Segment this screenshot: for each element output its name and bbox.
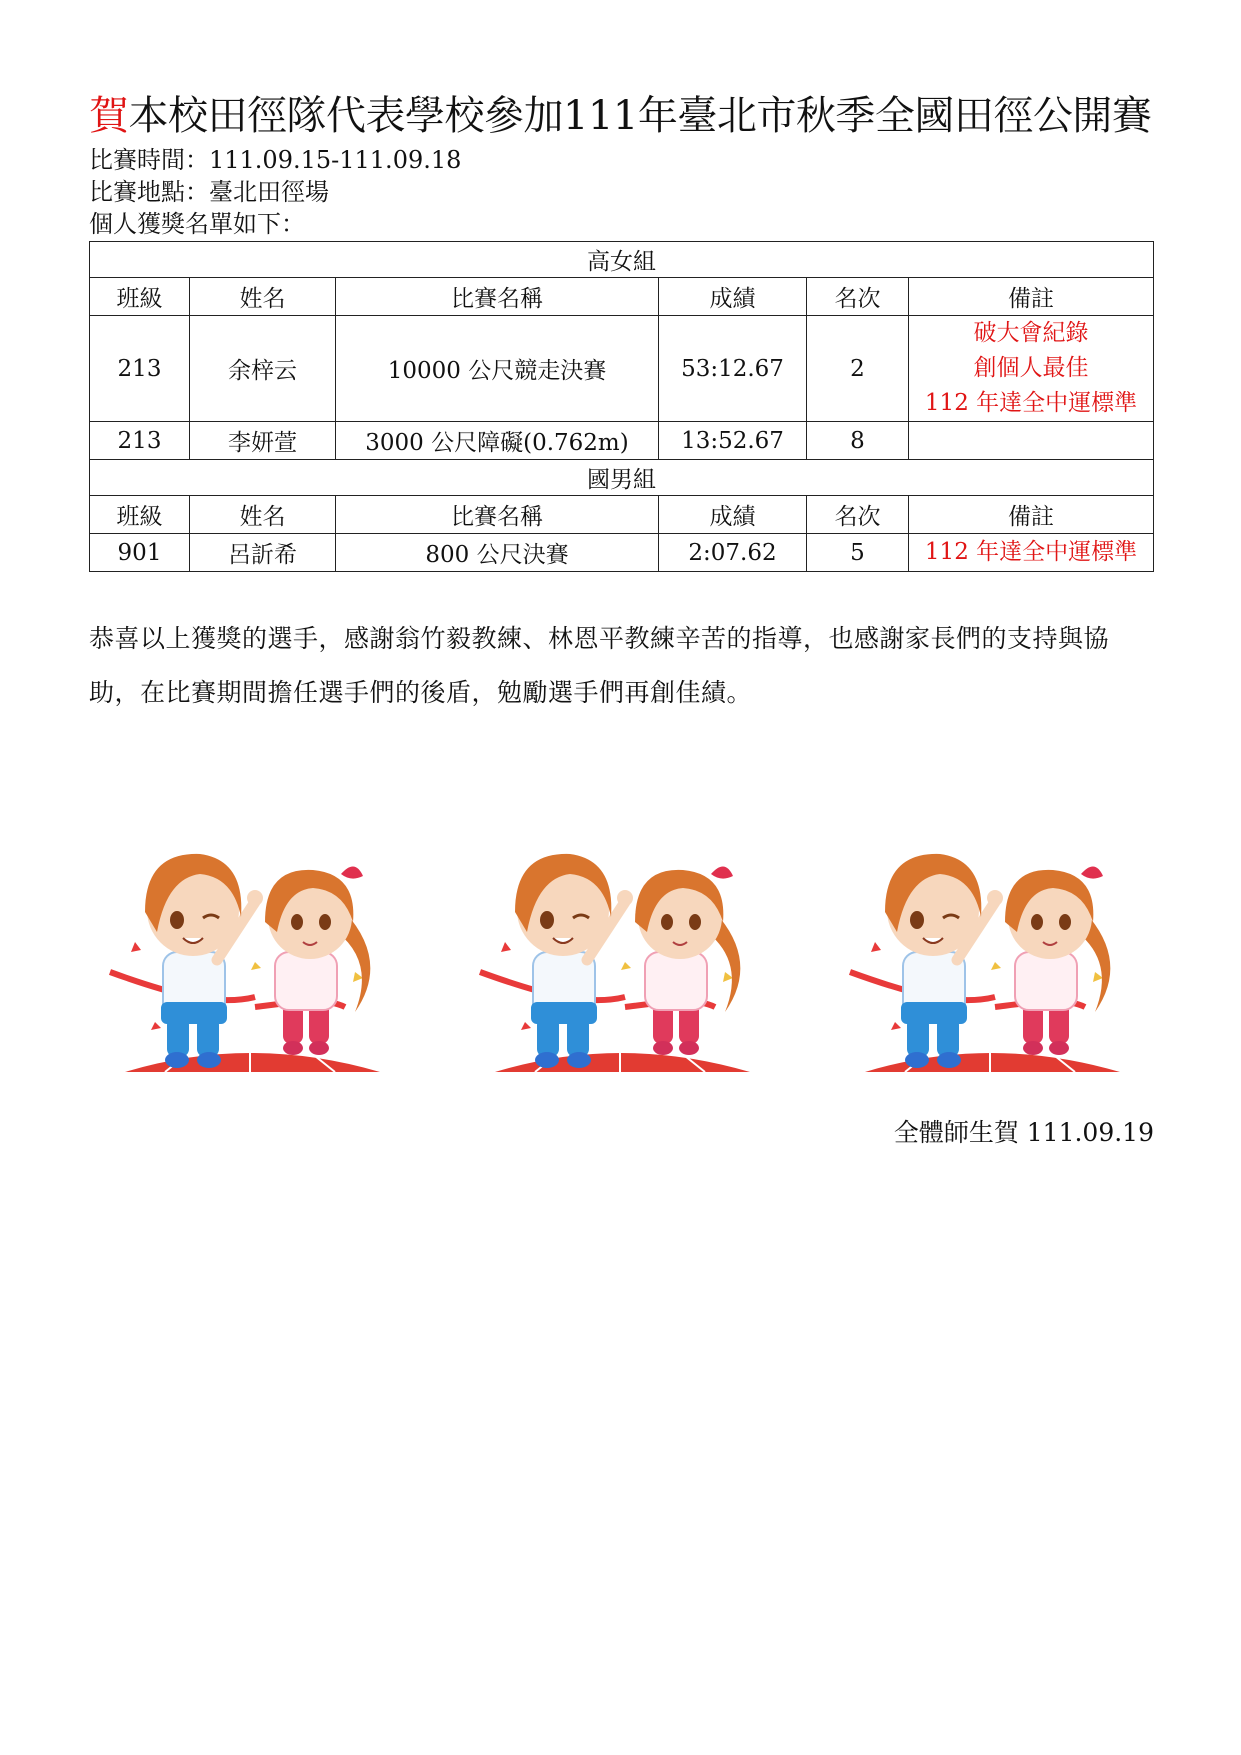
column-header: 成績	[659, 278, 807, 316]
document-page	[89, 88, 1154, 720]
competition-venue: 比賽地點：臺北田徑場	[89, 178, 329, 206]
cell-class: 213	[90, 316, 190, 422]
column-header: 班級	[90, 496, 190, 534]
column-header: 比賽名稱	[336, 278, 659, 316]
cell-class: 901	[90, 534, 190, 572]
cell-result: 2:07.62	[659, 534, 807, 572]
cell-notes	[909, 422, 1154, 460]
cell-class: 213	[90, 422, 190, 460]
girl-runner	[635, 866, 740, 1055]
runners-group	[850, 854, 1120, 1072]
cell-name: 呂訢希	[190, 534, 336, 572]
award-list-intro: 個人獲獎名單如下：	[89, 210, 305, 238]
column-header: 名次	[807, 496, 909, 534]
cell-event: 3000 公尺障礙(0.762m)	[336, 422, 659, 460]
column-header: 姓名	[190, 496, 336, 534]
group-name: 國男組	[90, 460, 1154, 496]
awards-table	[89, 241, 1154, 572]
running-track	[125, 1053, 380, 1072]
page-title	[89, 88, 1154, 144]
girl-runner	[1005, 866, 1110, 1055]
column-header: 比賽名稱	[336, 496, 659, 534]
illustration-strip	[105, 822, 1135, 1082]
cell-rank: 8	[807, 422, 909, 460]
title-accent: 賀	[89, 93, 129, 139]
cell-notes	[909, 534, 1154, 572]
column-header: 備註	[909, 278, 1154, 316]
cell-rank: 5	[807, 534, 909, 572]
runners-group	[480, 854, 750, 1072]
boy-runner	[885, 854, 1003, 1068]
note-line: 112 年達全中運標準	[924, 390, 1138, 416]
note-line: 創個人最佳	[973, 355, 1089, 381]
girl-runner	[265, 866, 370, 1055]
column-header: 班級	[90, 278, 190, 316]
column-header: 成績	[659, 496, 807, 534]
congratulation-message: 恭喜以上獲獎的選手，感謝翁竹毅教練、林恩平教練辛苦的指導，也感謝家長們的支持與協助，在比賽期間擔任選手們的後盾，勉勵選手們再創佳績。	[89, 624, 1110, 707]
cell-result: 53:12.67	[659, 316, 807, 422]
group-header-row	[90, 242, 1154, 278]
table-row	[90, 422, 1154, 460]
boy-runner	[145, 854, 263, 1068]
running-track	[495, 1053, 750, 1072]
cell-event: 10000 公尺競走決賽	[336, 316, 659, 422]
column-header-row	[90, 278, 1154, 316]
column-header: 備註	[909, 496, 1154, 534]
boy-runner	[515, 854, 633, 1068]
title-text: 本校田徑隊代表學校參加111年臺北市秋季全國田徑公開賽	[128, 93, 1152, 139]
cell-notes	[909, 316, 1154, 422]
cell-name: 余梓云	[190, 316, 336, 422]
signature-line: 全體師生賀 111.09.19	[893, 1118, 1154, 1147]
runners-group	[110, 854, 380, 1072]
column-header: 姓名	[190, 278, 336, 316]
cell-name: 李妍萱	[190, 422, 336, 460]
runners-illustration	[105, 822, 395, 1082]
group-header-row	[90, 460, 1154, 496]
runners-illustration	[845, 822, 1135, 1082]
running-track	[865, 1053, 1120, 1072]
cell-result: 13:52.67	[659, 422, 807, 460]
column-header-row	[90, 496, 1154, 534]
cell-event: 800 公尺決賽	[336, 534, 659, 572]
table-row	[90, 534, 1154, 572]
table-row	[90, 316, 1154, 422]
cell-rank: 2	[807, 316, 909, 422]
runners-illustration	[475, 822, 765, 1082]
note-line: 112 年達全中運標準	[924, 539, 1138, 565]
note-line: 破大會紀錄	[973, 320, 1089, 346]
group-name: 高女組	[90, 242, 1154, 278]
column-header: 名次	[807, 278, 909, 316]
competition-time: 比賽時間：111.09.15-111.09.18	[89, 146, 462, 174]
